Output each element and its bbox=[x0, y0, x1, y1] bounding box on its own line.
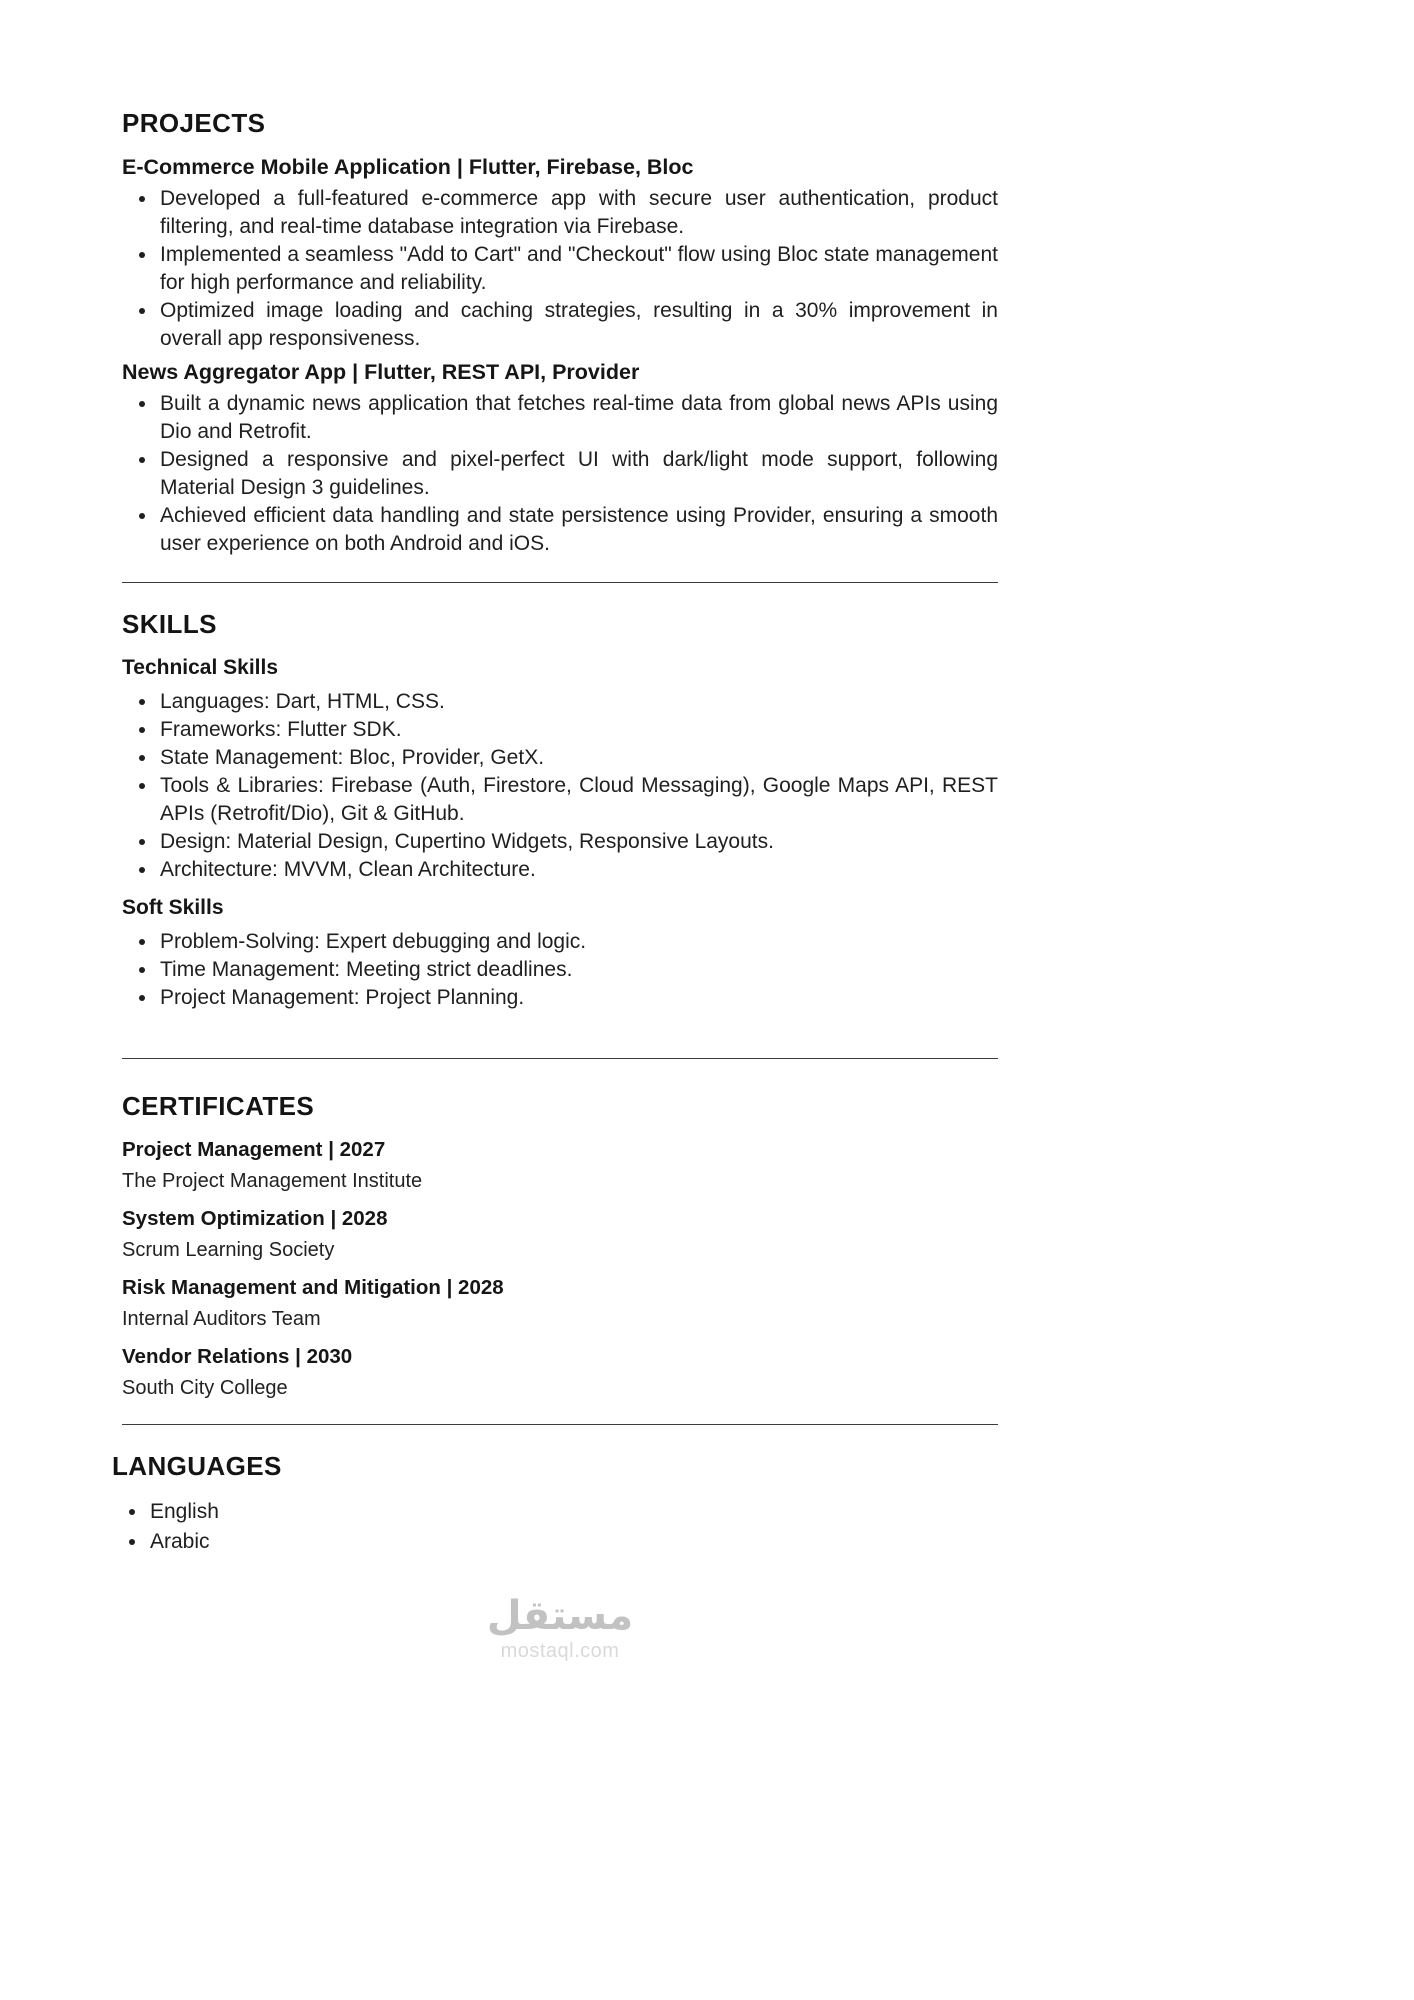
project-bullet-list bbox=[122, 390, 998, 558]
certificate-item bbox=[122, 1138, 998, 1193]
projects-heading: PROJECTS bbox=[122, 108, 266, 138]
mostaql-logo: مستقل bbox=[486, 1593, 634, 1639]
language-item: • English bbox=[148, 1498, 998, 1526]
section-divider bbox=[122, 582, 998, 583]
certificate-issuer: The Project Management Institute bbox=[122, 1170, 423, 1192]
bullet-item: • Tools & Libraries: Firebase (Auth, Firestore, Cloud Messaging), Google Maps API, REST APIs (Retrofit/Dio), Git & GitHub. bbox=[158, 772, 998, 828]
certificate-issuer: Scrum Learning Society bbox=[122, 1239, 335, 1261]
bullet-item: • State Management: Bloc, Provider, GetX. bbox=[158, 744, 998, 772]
bullet-item: • Frameworks: Flutter SDK. bbox=[158, 716, 998, 744]
certificate-item bbox=[122, 1207, 998, 1262]
language-list bbox=[122, 1498, 998, 1556]
skill-group-title: Soft Skills bbox=[122, 896, 224, 919]
certificate-title: Project Management | 2027 bbox=[122, 1138, 386, 1161]
section-divider bbox=[122, 1424, 998, 1425]
section-certificates bbox=[122, 1091, 998, 1400]
section-skills bbox=[122, 609, 998, 1012]
bullet-item: • Languages: Dart, HTML, CSS. bbox=[158, 688, 998, 716]
bullet-item: • Developed a full-featured e-commerce app with secure user authentication, product filtering, and real-time database integration via Firebase. bbox=[158, 185, 998, 241]
certificate-item bbox=[122, 1345, 998, 1400]
bullet-item: • Design: Material Design, Cupertino Widgets, Responsive Layouts. bbox=[158, 828, 998, 856]
language-item: • Arabic bbox=[148, 1528, 998, 1556]
project-title: News Aggregator App | Flutter, REST API, Provider bbox=[122, 360, 640, 384]
bullet-item: • Problem-Solving: Expert debugging and logic. bbox=[158, 928, 998, 956]
project-item bbox=[122, 360, 998, 558]
certificate-item bbox=[122, 1276, 998, 1331]
skill-group-title: Technical Skills bbox=[122, 656, 279, 679]
certificate-issuer: Internal Auditors Team bbox=[122, 1308, 321, 1330]
bullet-item: • Implemented a seamless "Add to Cart" and "Checkout" flow using Bloc state management for high performance and reliability. bbox=[158, 241, 998, 297]
project-item bbox=[122, 155, 998, 353]
certificate-title: Risk Management and Mitigation | 2028 bbox=[122, 1276, 504, 1299]
section-languages bbox=[112, 1451, 998, 1556]
project-title: E-Commerce Mobile Application | Flutter, Firebase, Bloc bbox=[122, 155, 694, 179]
skill-bullet-list bbox=[122, 688, 998, 884]
skill-group-technical bbox=[122, 656, 998, 884]
certificates-heading: CERTIFICATES bbox=[122, 1091, 315, 1121]
skill-group-soft bbox=[122, 896, 998, 1012]
certificate-issuer: South City College bbox=[122, 1377, 288, 1399]
bullet-item: • Architecture: MVVM, Clean Architecture. bbox=[158, 856, 998, 884]
bullet-item: • Built a dynamic news application that fetches real-time data from global news APIs using Dio and Retrofit. bbox=[158, 390, 998, 446]
skill-bullet-list bbox=[122, 928, 998, 1012]
certificate-title: System Optimization | 2028 bbox=[122, 1207, 388, 1230]
certificate-title: Vendor Relations | 2030 bbox=[122, 1345, 353, 1368]
watermark-url: mostaql.com bbox=[500, 1640, 620, 1662]
bullet-item: • Time Management: Meeting strict deadlines. bbox=[158, 956, 998, 984]
bullet-item: • Achieved efficient data handling and state persistence using Provider, ensuring a smooth user experience on both Android and iOS. bbox=[158, 502, 998, 558]
watermark bbox=[122, 1594, 998, 1663]
languages-heading: LANGUAGES bbox=[112, 1451, 282, 1481]
section-divider bbox=[122, 1058, 998, 1059]
section-projects bbox=[122, 108, 998, 558]
project-bullet-list bbox=[122, 185, 998, 353]
bullet-item: • Optimized image loading and caching strategies, resulting in a 30% improvement in overall app responsiveness. bbox=[158, 297, 998, 353]
skills-heading: SKILLS bbox=[122, 609, 217, 639]
bullet-item: • Project Management: Project Planning. bbox=[158, 984, 998, 1012]
bullet-item: • Designed a responsive and pixel-perfect UI with dark/light mode support, following Material Design 3 guidelines. bbox=[158, 446, 998, 502]
